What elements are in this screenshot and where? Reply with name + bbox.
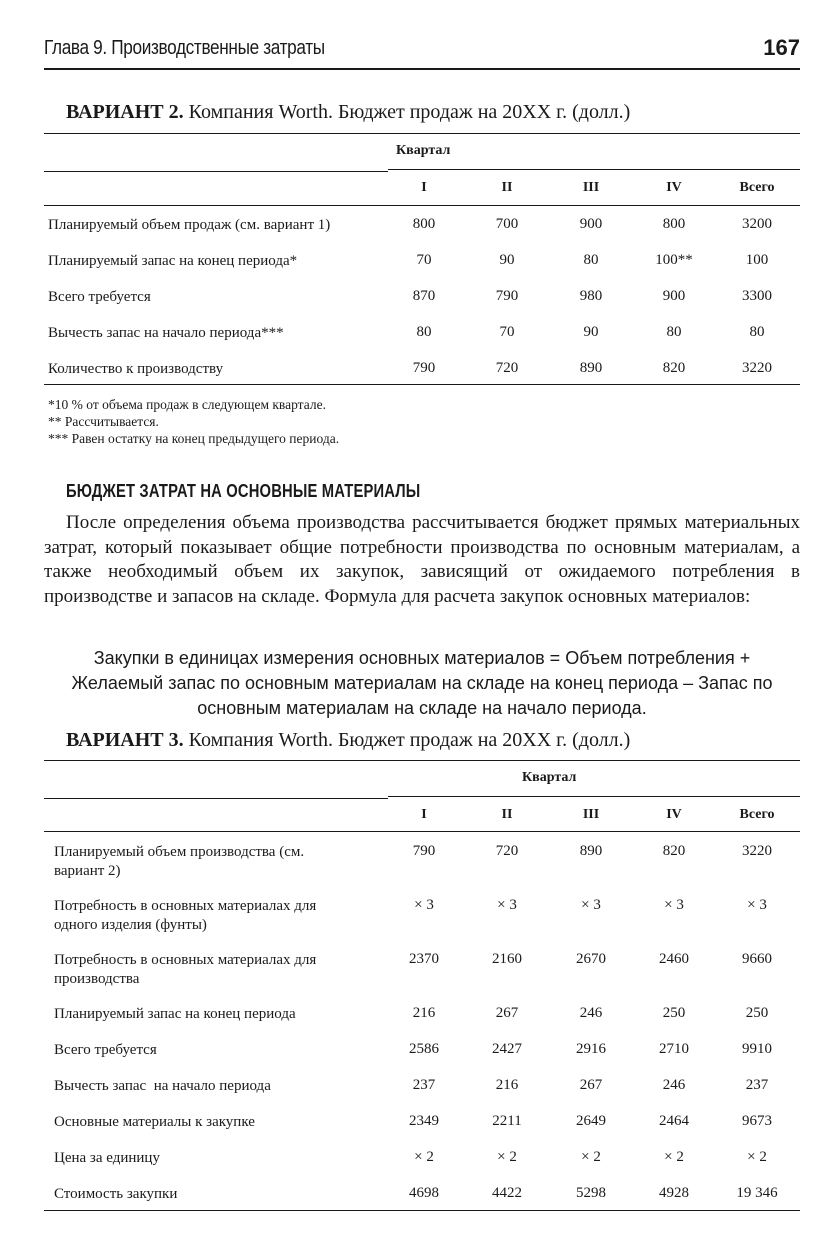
table2-cell: 790 bbox=[495, 288, 519, 304]
table3-cell: 216 bbox=[412, 1005, 436, 1021]
table3-cell: 9673 bbox=[742, 1113, 772, 1129]
formula: Закупки в единицах измерения основных материалов = Объем потребления + Желаемый запас по основным материалам на складе на конец периода – Запас по основным материалам на складе на начало периода. bbox=[71, 648, 773, 718]
table2-cell: 80 bbox=[666, 324, 682, 340]
table3-top-rule bbox=[44, 760, 800, 761]
table2-caption bbox=[66, 101, 630, 124]
table3-cell: 4928 bbox=[659, 1185, 689, 1201]
table3-cell: 2160 bbox=[492, 951, 522, 967]
table3-bottom-rule bbox=[44, 1210, 800, 1211]
table3-cell: 4422 bbox=[492, 1185, 522, 1201]
table3-cell: 2586 bbox=[409, 1041, 439, 1057]
table3-cell: × 3 bbox=[414, 897, 434, 913]
table3-cell: 5298 bbox=[576, 1185, 606, 1201]
table3-cell: × 2 bbox=[414, 1149, 434, 1165]
table2-cell: 90 bbox=[499, 252, 515, 268]
table2-col-header: Всего bbox=[739, 180, 775, 195]
table2-col-header: III bbox=[582, 180, 600, 195]
chapter-title: Глава 9. Производственные затраты bbox=[44, 37, 325, 59]
table3-cell: 250 bbox=[745, 1005, 769, 1021]
table2-left-rule bbox=[44, 171, 388, 172]
table3-col-header: Всего bbox=[739, 807, 775, 822]
table3-cell: 2916 bbox=[576, 1041, 606, 1057]
table3-cell: 720 bbox=[495, 843, 519, 859]
table2-cell: 80 bbox=[749, 324, 765, 340]
table2-row-label: Вычесть запас на начало периода*** bbox=[48, 325, 284, 341]
table3-row-label: Стоимость закупки bbox=[54, 1186, 178, 1202]
running-header bbox=[44, 34, 800, 70]
table2-col-header: IV bbox=[666, 180, 682, 195]
table3-cell: 2649 bbox=[576, 1113, 606, 1129]
table3-caption-text: Компания Worth. Бюджет продаж на 20XX г. (долл.) bbox=[183, 729, 631, 751]
table3-cell: 267 bbox=[495, 1005, 519, 1021]
table3-cell: × 2 bbox=[747, 1149, 767, 1165]
table3-cell: 246 bbox=[662, 1077, 686, 1093]
table3-cell: 790 bbox=[412, 843, 436, 859]
table2-bottom-rule bbox=[44, 384, 800, 385]
table3-cell: 246 bbox=[579, 1005, 603, 1021]
table2-row-label: Всего требуется bbox=[48, 289, 151, 305]
table2-caption-text: Компания Worth. Бюджет продаж на 20XX г. (долл.) bbox=[183, 101, 631, 123]
table3-row-label: Потребность в основных материалах для одного изделия (фунты) bbox=[54, 898, 317, 933]
table3-cell: 9910 bbox=[742, 1041, 772, 1057]
table2-cell: 720 bbox=[495, 360, 519, 376]
table3-col-header: II bbox=[501, 807, 513, 822]
table2-cell: 890 bbox=[579, 360, 603, 376]
table2-row-label: Планируемый запас на конец периода* bbox=[48, 253, 298, 269]
table3-row-label: Основные материалы к закупке bbox=[54, 1114, 255, 1130]
table2-cell: 3220 bbox=[742, 360, 772, 376]
table2-col-header: I bbox=[421, 180, 427, 195]
table2-note: *** Равен остатку на конец предыдущего периода. bbox=[48, 431, 340, 446]
table3-cell: × 3 bbox=[497, 897, 517, 913]
table2-cell: 80 bbox=[583, 252, 599, 268]
table3-cell: 4698 bbox=[409, 1185, 439, 1201]
table3-cell: 820 bbox=[662, 843, 686, 859]
table3-cell: 2460 bbox=[659, 951, 689, 967]
table2-group-rule bbox=[388, 169, 800, 170]
table3-cell: × 2 bbox=[497, 1149, 517, 1165]
table3-cell: 216 bbox=[495, 1077, 519, 1093]
table3-row-label: Потребность в основных материалах для производства bbox=[54, 952, 317, 987]
table3-cell: × 2 bbox=[581, 1149, 601, 1165]
table3-caption bbox=[66, 729, 630, 752]
table2-cell: 870 bbox=[412, 288, 436, 304]
table3-row-label: Планируемый объем производства (см. вариант 2) bbox=[54, 844, 305, 879]
table3-cell: 237 bbox=[745, 1077, 769, 1093]
table2-cell: 3200 bbox=[742, 216, 772, 232]
table3-cell: 9660 bbox=[742, 951, 772, 967]
table3-cell: 2427 bbox=[492, 1041, 522, 1057]
table3-cell: × 3 bbox=[581, 897, 601, 913]
table2-header-rule bbox=[44, 205, 800, 206]
table2-cell: 700 bbox=[495, 216, 519, 232]
table2-cell: 800 bbox=[662, 216, 686, 232]
table3-cell: 250 bbox=[662, 1005, 686, 1021]
table3-row-label: Всего требуется bbox=[54, 1042, 157, 1058]
table3-cell: 2211 bbox=[492, 1113, 522, 1129]
table3-col-header: IV bbox=[666, 807, 682, 822]
table3-col-header: III bbox=[582, 807, 600, 822]
table3-cell: 2670 bbox=[576, 951, 606, 967]
table3-cell: 19 346 bbox=[736, 1185, 778, 1201]
table2-cell: 900 bbox=[579, 216, 603, 232]
table2-cell: 820 bbox=[662, 360, 686, 376]
table2-top-rule bbox=[44, 133, 800, 134]
table2-group-header: Квартал bbox=[396, 143, 451, 158]
table3-row-label: Вычесть запас на начало периода bbox=[54, 1078, 271, 1094]
table2-row-label: Планируемый объем продаж (см. вариант 1) bbox=[48, 217, 331, 233]
table3-row-label: Планируемый запас на конец периода bbox=[54, 1006, 296, 1022]
page-number: 167 bbox=[763, 35, 800, 60]
table2-cell: 80 bbox=[416, 324, 432, 340]
table3-cell: 3220 bbox=[742, 843, 772, 859]
table3-left-rule bbox=[44, 798, 388, 799]
table2-cell: 3300 bbox=[742, 288, 772, 304]
table2-cell: 900 bbox=[662, 288, 686, 304]
table3-cell: 890 bbox=[579, 843, 603, 859]
table3-cell: 2349 bbox=[409, 1113, 439, 1129]
table3-cell: × 3 bbox=[664, 897, 684, 913]
table2-note: ** Рассчитывается. bbox=[48, 414, 159, 429]
table3-group-rule bbox=[388, 796, 800, 797]
book-page bbox=[44, 0, 800, 1253]
table2-col-header: II bbox=[501, 180, 513, 195]
section-heading: БЮДЖЕТ ЗАТРАТ НА ОСНОВНЫЕ МАТЕРИАЛЫ bbox=[66, 481, 421, 501]
table3-cell: × 2 bbox=[664, 1149, 684, 1165]
table3-row-label: Цена за единицу bbox=[54, 1150, 160, 1166]
table2-cell: 980 bbox=[579, 288, 603, 304]
table2-row-label: Количество к производству bbox=[48, 361, 224, 377]
table2-cell: 790 bbox=[412, 360, 436, 376]
table3-cell: 267 bbox=[579, 1077, 603, 1093]
table2-note: *10 % от объема продаж в следующем квартале. bbox=[48, 397, 326, 412]
table3-col-header: I bbox=[421, 807, 427, 822]
table3-cell: 2370 bbox=[409, 951, 439, 967]
table2-cell: 100** bbox=[655, 252, 693, 268]
table3-group-header: Квартал bbox=[522, 770, 577, 785]
table3-header-rule bbox=[44, 831, 800, 832]
table3-caption-label: ВАРИАНТ 3. bbox=[66, 729, 184, 751]
table2-caption-label: ВАРИАНТ 2. bbox=[66, 101, 184, 123]
body-paragraph: После определения объема производства рассчитывается бюджет прямых материальных затрат, который показывает общие потребности производства по основным материалам, а также необходимый объем их закупок, зависящий от ожидаемого потребления в производстве и запасов на складе. Формула для расчета закупок основных материалов: bbox=[44, 512, 800, 607]
table2 bbox=[44, 133, 800, 393]
table3-cell: 2464 bbox=[659, 1113, 689, 1129]
table2-cell: 800 bbox=[412, 216, 436, 232]
table3-cell: × 3 bbox=[747, 897, 767, 913]
table3-cell: 2710 bbox=[659, 1041, 689, 1057]
table2-cell: 100 bbox=[745, 252, 769, 268]
table2-notes bbox=[48, 396, 339, 447]
table2-cell: 90 bbox=[583, 324, 599, 340]
table2-cell: 70 bbox=[416, 252, 432, 268]
table3 bbox=[44, 760, 800, 1220]
table3-cell: 237 bbox=[412, 1077, 436, 1093]
table2-cell: 70 bbox=[499, 324, 515, 340]
